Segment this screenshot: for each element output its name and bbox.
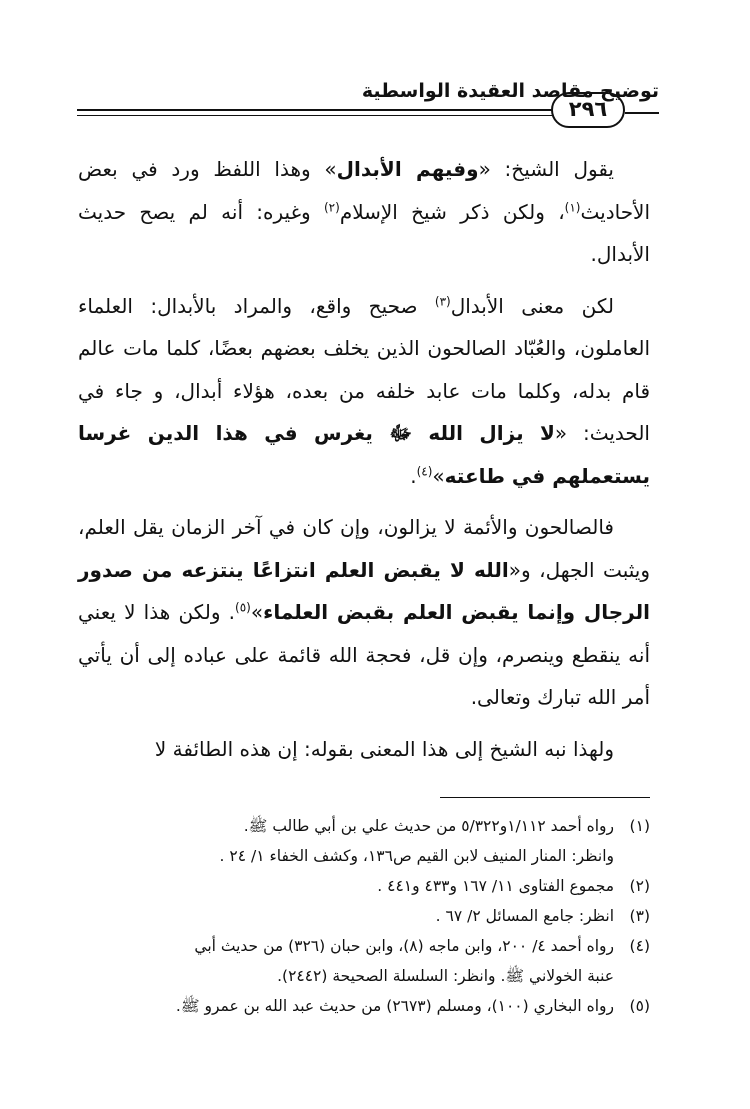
footnote-text: رواه أحمد ١/١١٢و٥/٣٢٢ من حديث علي بن أبي طالب ﷺ. bbox=[243, 817, 614, 835]
paragraph-2 bbox=[78, 285, 650, 498]
footnote-text: انظر: جامع المسائل ٢/ ٦٧ . bbox=[435, 907, 614, 925]
footnote-ref[interactable]: (١) bbox=[564, 199, 581, 214]
text-span: يقول الشيخ: « bbox=[478, 157, 614, 181]
paragraph-3 bbox=[78, 506, 650, 719]
paragraph-1 bbox=[78, 148, 650, 276]
footnote-number: (٥) bbox=[629, 997, 650, 1015]
header-rule-upper bbox=[77, 109, 552, 111]
quoted-phrase: وفيهم الأبدال bbox=[336, 157, 479, 181]
text-span: ولهذا نبه الشيخ إلى هذا المعنى بقوله: إن هذه الطائفة لا bbox=[154, 736, 614, 761]
footnote-separator bbox=[440, 797, 650, 798]
hadith-quote: لا يزال الله ﷻ يغرس في هذا الدين غرسا يستعملهم في طاعته bbox=[78, 421, 650, 488]
text-span: . ولكن هذا لا يعني أنه ينقطع وينصرم، وإن قل، فحجة الله قائمة على عباده إلى أن يأتي أمر الله تبارك وتعالى. bbox=[78, 600, 650, 709]
text-span: صحيح واقع، والمراد بالأبدال: العلماء العاملون، والعُبّاد الصالحون الذين يخلف بعضهم بعضًا، كلما مات عالم قام بدله، وكلما مات عابد خلفه من بعده، هؤلاء أبدال، و جاء في الحديث: « bbox=[78, 293, 650, 445]
footnote-number: (١) bbox=[629, 817, 650, 835]
footnote-ref[interactable]: (٢) bbox=[323, 199, 340, 214]
header-rule-short bbox=[625, 112, 659, 114]
page-header bbox=[77, 70, 659, 120]
paragraph-4 bbox=[78, 728, 650, 771]
footnote-text: مجموع الفتاوى ١١/ ١٦٧ و٤٣٣ و٤٤١ . bbox=[377, 877, 614, 895]
text-span: » bbox=[432, 463, 445, 488]
footnote-item bbox=[78, 871, 650, 901]
footnote-item bbox=[78, 901, 650, 931]
header-rule-lower bbox=[77, 115, 552, 116]
footnote-number: (٣) bbox=[629, 907, 650, 925]
footnote-number: (٤) bbox=[629, 937, 650, 955]
main-text bbox=[78, 148, 650, 770]
hadith-quote: الله لا يقبض العلم انتزاعًا ينتزعه من صدور الرجال وإنما يقبض العلم بقبض العلماء bbox=[78, 557, 650, 624]
footnote-item bbox=[78, 931, 650, 961]
text-span: لكن معنى الأبدال bbox=[450, 293, 614, 318]
footnote-ref[interactable]: (٥) bbox=[235, 600, 251, 615]
footnote-text: رواه أحمد ٤/ ٢٠٠، وابن ماجه (٨)، وابن حبان (٣٢٦) من حديث أبي bbox=[194, 937, 614, 955]
text-span: . bbox=[410, 463, 417, 488]
text-span: » وهذا اللفظ ورد في بعض الأحاديث bbox=[78, 157, 651, 224]
footnote-item bbox=[78, 991, 650, 1021]
footnote-item bbox=[78, 811, 650, 841]
footnote-text: رواه البخاري (١٠٠)، ومسلم (٢٦٧٣) من حديث عبد الله بن عمرو ﷺ. bbox=[175, 997, 614, 1015]
text-span: فالصالحون والأئمة لا يزالون، وإن كان في آخر الزمان يقل العلم، ويثبت الجهل، و« bbox=[78, 515, 650, 582]
text-span: » bbox=[250, 600, 264, 624]
text-span: وغيره: أنه لم يصح حديث الأبدال. bbox=[78, 199, 650, 266]
footnote-ref[interactable]: (٣) bbox=[434, 293, 451, 308]
text-span: ، ولكن ذكر شيخ الإسلام bbox=[339, 199, 565, 224]
footnote-continuation: وانظر: المنار المنيف لابن القيم ص١٣٦، وكشف الخفاء ١/ ٢٤ . bbox=[219, 847, 614, 865]
running-title: توضيح مقاصد العقيدة الواسطية bbox=[361, 80, 659, 102]
footnotes bbox=[78, 811, 650, 1021]
footnote-ref[interactable]: (٤) bbox=[416, 463, 433, 478]
footnote-continuation: عنبة الخولاني ﷺ. وانظر: السلسلة الصحيحة (٢٤٤٢). bbox=[277, 967, 614, 985]
footnote-number: (٢) bbox=[629, 877, 650, 895]
page-number: ٢٩٦ bbox=[551, 92, 625, 128]
